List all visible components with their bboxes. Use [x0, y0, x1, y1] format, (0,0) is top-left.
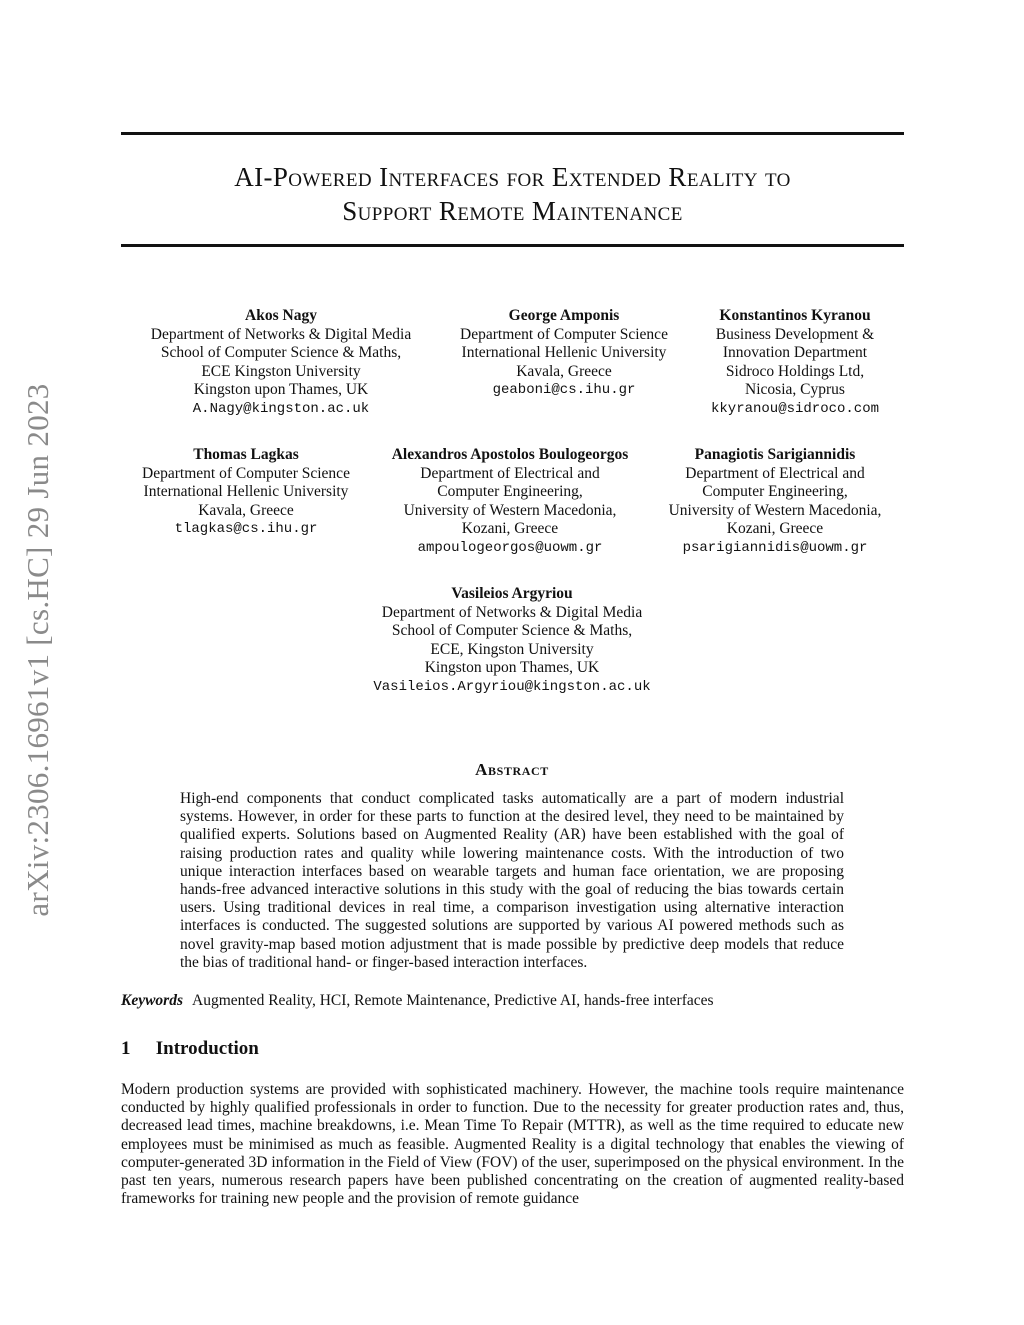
author-affiliation-line: University of Western Macedonia,	[403, 501, 617, 519]
paper-title	[121, 160, 904, 228]
author-affiliation-line: Department of Networks & Digital Media	[381, 603, 643, 621]
introduction-body: Modern production systems are provided with sophisticated machinery. However, the machine tools require maintenance conducted by highly qualified professionals in order to function. Due to the necessity for greater production rates and, thus, decreased lead times, machine breakdowns, i.e. Mean Time To Repair (MTTR), as well as the time required to educate new employees must be minimised as much as feasible. Augmented Reality is a digital technology that enables the viewing of computer-generated 3D information in the Field of View (FOV) of the user, superimposed on the physical environment. In the past ten years, numerous research papers have been published concentrating on the creation of augmented reality-based frameworks for training new people and the provision of remote guidance	[121, 1081, 904, 1208]
title-line-1: AI-Powered Interfaces for Extended Reality to	[234, 162, 791, 192]
author-affiliation-line: Kingston upon Thames, UK	[193, 381, 369, 398]
author-affiliation-line: International Hellenic University	[143, 483, 349, 500]
abstract-heading: Abstract	[475, 760, 549, 779]
author-affiliation-line: Innovation Department	[722, 344, 868, 361]
author-email[interactable]: Vasileios.Argyriou@kingston.ac.uk	[373, 678, 651, 695]
author-email[interactable]: ampoulogeorgos@uowm.gr	[417, 539, 603, 556]
section-title: Introduction	[155, 1038, 259, 1059]
author-email[interactable]: geaboni@cs.ihu.gr	[492, 382, 636, 398]
section-heading-introduction	[121, 1038, 259, 1060]
title-line-2: Support Remote Maintenance	[342, 196, 683, 226]
author-affiliation-line: Kavala, Greece	[516, 362, 612, 380]
author-affiliation-line: Department of Computer Science	[142, 464, 350, 482]
author-block	[669, 446, 882, 557]
author-block	[373, 585, 650, 696]
abstract-body: High-end components that conduct complicated tasks automatically are a part of modern industrial systems. However, in order for these parts to function at the desired level, they need to be maintained by qualified experts. Solutions based on Augmented Reality (AR) have been established with the goal of raising production rates and quality while lowering maintenance costs. With the introduction of two unique interaction interfaces based on wearable targets and human face orientation, we are proposing hands-free advanced interactive solutions in this study with the goal of reducing the bias towards certain users. Using traditional devices in real time, a comparison investigation using alternative interaction interfaces is conducted. The suggested solutions are supported by various AI powered methods such as novel gravity-map based motion adjustment that is made possible by predictive deep models that reduce the bias of traditional hand- or finger-based interaction interfaces.	[180, 790, 844, 971]
author-block	[460, 307, 668, 400]
author-name: Akos Nagy	[245, 307, 317, 324]
author-affiliation-line: Business Development &	[715, 325, 875, 343]
author-affiliation-line: Department of Electrical and	[685, 464, 865, 482]
title-bottom-rule	[121, 244, 904, 247]
author-email[interactable]: tlagkas@cs.ihu.gr	[174, 521, 318, 537]
section-number: 1	[121, 1038, 131, 1059]
author-affiliation-line: School of Computer Science & Maths,	[160, 344, 402, 361]
author-affiliation-line: Department of Computer Science	[460, 325, 668, 343]
author-name: Vasileios Argyriou	[451, 585, 573, 602]
author-block	[711, 307, 879, 418]
author-email[interactable]: A.Nagy@kingston.ac.uk	[192, 400, 370, 417]
author-name: Thomas Lagkas	[193, 446, 299, 463]
author-affiliation-line: Nicosia, Cyprus	[745, 381, 845, 398]
arxiv-id-text: arXiv:2306.16961v1 [cs.HC] 29 Jun 2023	[20, 383, 55, 917]
author-name: Panagiotis Sarigiannidis	[694, 446, 856, 463]
author-affiliation-line: Computer Engineering,	[437, 483, 583, 500]
author-affiliation-line: ECE Kingston University	[201, 362, 361, 380]
author-affiliation-line: Sidroco Holdings Ltd,	[725, 362, 865, 380]
author-affiliation-line: Computer Engineering,	[702, 483, 848, 500]
author-affiliation-line: University of Western Macedonia,	[668, 501, 882, 519]
author-name: Alexandros Apostolos Boulogeorgos	[391, 446, 629, 463]
author-affiliation-line: Kozani, Greece	[461, 520, 559, 537]
keywords-line	[121, 992, 714, 1010]
title-top-rule	[121, 132, 904, 135]
author-affiliation-line: Department of Electrical and	[420, 464, 600, 482]
keywords-text: Augmented Reality, HCI, Remote Maintenance, Predictive AI, hands-free interfaces	[192, 992, 714, 1009]
author-affiliation-line: Kozani, Greece	[726, 520, 824, 537]
keywords-label: Keywords	[121, 992, 183, 1009]
author-block	[151, 307, 411, 418]
author-affiliation-line: Kavala, Greece	[198, 501, 294, 519]
author-email[interactable]: psarigiannidis@uowm.gr	[682, 539, 868, 556]
author-name: Konstantinos Kyranou	[719, 307, 871, 324]
author-affiliation-line: School of Computer Science & Maths,	[391, 622, 633, 639]
author-block	[142, 446, 350, 539]
author-name: George Amponis	[508, 307, 620, 324]
author-affiliation-line: Kingston upon Thames, UK	[424, 659, 600, 676]
author-block	[392, 446, 629, 557]
author-email[interactable]: kkyranou@sidroco.com	[710, 400, 880, 417]
author-affiliation-line: ECE, Kingston University	[430, 640, 594, 658]
author-affiliation-line: International Hellenic University	[461, 344, 667, 361]
author-affiliation-line: Department of Networks & Digital Media	[150, 325, 412, 343]
